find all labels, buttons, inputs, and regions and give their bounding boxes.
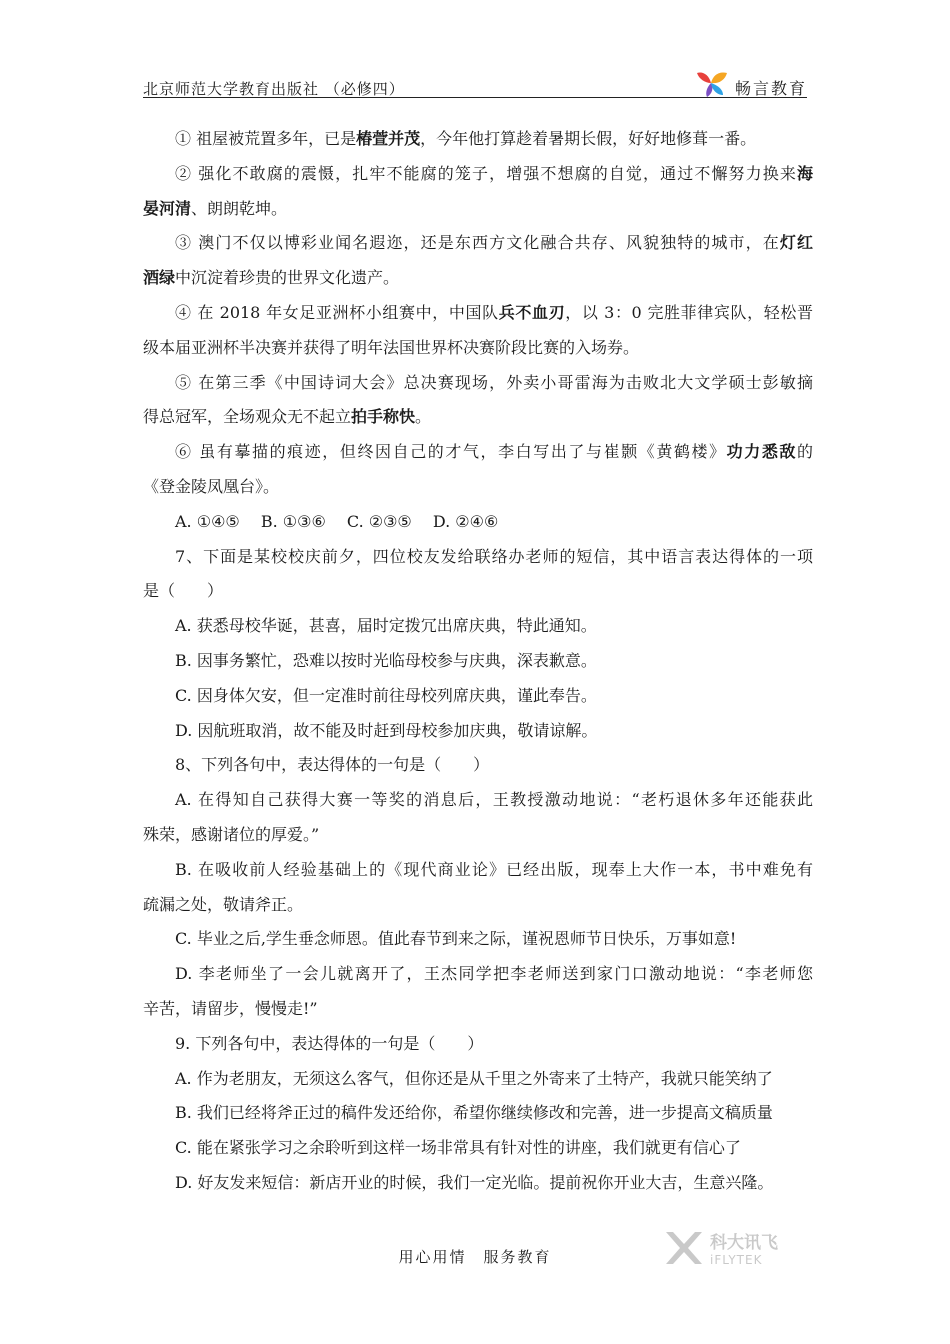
item-4-idiom: 兵不血刃 xyxy=(498,302,566,322)
q7-option-a: A. 获悉母校华诞，甚喜，届时定拨冗出席庆典，特此通知。 xyxy=(175,616,597,636)
q9-stem: 9. 下列各句中，表达得体的一句是（ ） xyxy=(175,1033,484,1053)
item-2-line-1 xyxy=(143,157,813,192)
header-divider xyxy=(143,97,807,98)
item-3-idiom-end: 酒绿 xyxy=(143,268,176,288)
item-3-idiom-start: 灯红 xyxy=(779,233,813,253)
q9-option-a: A. 作为老朋友，无须这么客气，但你还是从千里之外寄来了土特产，我就只能笑纳了 xyxy=(175,1068,773,1088)
brand-name: 畅言教育 xyxy=(734,78,807,98)
question-content xyxy=(143,122,813,1201)
item-5-line-2 xyxy=(143,400,813,435)
iflytek-logo-cn: 科大讯飞 xyxy=(710,1233,778,1253)
item-2-text-end: 、朗朗乾坤。 xyxy=(191,198,288,218)
item-4-line-2: 级本届亚洲杯半决赛并获得了明年法国世界杯决赛阶段比赛的入场券。 xyxy=(143,337,640,357)
q8-option-d-line-2: 辛苦，请留步，慢慢走!” xyxy=(143,998,318,1018)
item-1-idiom: 椿萱并茂 xyxy=(356,129,421,148)
q7-stem-line-2: 是（ ） xyxy=(143,581,224,601)
q9-option-d: D. 好友发来短信：新店开业的时候，我们一定光临。提前祝你开业大吉，生意兴隆。 xyxy=(175,1172,774,1192)
item-5-text-end: 。 xyxy=(415,407,432,427)
iflytek-logo-en: iFLYTEK xyxy=(710,1253,763,1267)
item-3-text: ③ 澳门不仅以博彩业闻名遐迩，还是东西方文化融合共存、风貌独特的城市，在 xyxy=(175,233,780,253)
item-3-line-2 xyxy=(143,261,813,296)
item-2-text: ② 强化不敢腐的震慑，扎牢不能腐的笼子，增强不想腐的自觉，通过不懈努力换来 xyxy=(175,163,797,183)
q9-option-c: C. 能在紧张学习之余聆听到这样一场非常具有针对性的讲座，我们就更有信心了 xyxy=(175,1138,741,1158)
brand xyxy=(693,70,807,98)
q6-options: A. ①④⑤ B. ①③⑥ C. ②③⑤ D. ②④⑥ xyxy=(175,511,499,531)
item-5-idiom: 拍手称快 xyxy=(351,407,416,427)
publisher-title: 北京师范大学教育出版社 （必修四） xyxy=(143,80,405,98)
q8-option-a-line-2: 殊荣，感谢诸位的厚爱。” xyxy=(143,824,320,844)
item-1-text-end: ，今年他打算趁着暑期长假，好好地修葺一番。 xyxy=(420,129,757,148)
brand-logo-icon xyxy=(693,69,731,99)
item-2-idiom-start: 海 xyxy=(796,163,813,183)
q8-option-a-line-1: A. 在得知自己获得大赛一等奖的消息后，王教授激动地说：“老朽退休多年还能获此 xyxy=(175,790,813,810)
page-header xyxy=(143,70,807,98)
item-4-line-1 xyxy=(143,296,813,331)
item-6-line-1 xyxy=(143,435,813,470)
item-3-line-1 xyxy=(143,226,813,261)
footer-slogan: 用心用情 服务教育 xyxy=(398,1248,552,1266)
item-6-line-2: 《登金陵凤凰台》。 xyxy=(143,476,280,496)
q9-option-b: B. 我们已经将斧正过的稿件发还给你，希望你继续修改和完善，进一步提高文稿质量 xyxy=(175,1103,773,1123)
item-5-text: 得总冠军，全场观众无不起立 xyxy=(143,407,352,427)
q7-option-b: B. 因事务繁忙，恐难以按时光临母校参与庆典，深表歉意。 xyxy=(175,650,597,670)
item-6-text-mid: 的 xyxy=(796,442,813,462)
item-2-line-2 xyxy=(143,192,813,227)
q7-option-c: C. 因身体欠安，但一定准时前往母校列席庆典，谨此奉告。 xyxy=(175,685,597,705)
q8-option-c: C. 毕业之后,学生垂念师恩。值此春节到来之际，谨祝恩师节日快乐，万事如意! xyxy=(175,929,737,949)
item-3-text-end: 中沉淀着珍贵的世界文化遗产。 xyxy=(175,268,400,288)
item-6-text: ⑥ 虽有摹描的痕迹，但终因自己的才气，李白写出了与崔颢《黄鹤楼》 xyxy=(175,442,727,462)
q8-stem: 8、下列各句中，表达得体的一句是（ ） xyxy=(175,755,490,775)
item-1 xyxy=(143,122,813,157)
item-4-text: ④ 在 2018 年女足亚洲杯小组赛中，中国队 xyxy=(175,302,499,322)
q8-option-d-line-1: D. 李老师坐了一会儿就离开了，王杰同学把李老师送到家门口激动地说：“李老师您 xyxy=(175,964,813,984)
q7-stem-line-1: 7、下面是某校校庆前夕，四位校友发给联络办老师的短信，其中语言表达得体的一项 xyxy=(175,546,813,566)
item-6-idiom: 功力悉敌 xyxy=(726,442,797,462)
item-4-text-mid: ，以 3：0 完胜菲律宾队，轻松晋 xyxy=(565,302,813,322)
item-5-line-1: ⑤ 在第三季《中国诗词大会》总决赛现场，外卖小哥雷海为击败北大文学硕士彭敏摘 xyxy=(175,372,813,392)
item-1-text: ① 祖屋被荒置多年，已是 xyxy=(175,129,357,148)
q8-option-b-line-2: 疏漏之处，敬请斧正。 xyxy=(143,894,304,914)
q7-option-d: D. 因航班取消，故不能及时赶到母校参加庆典，敬请谅解。 xyxy=(175,720,598,740)
q8-option-b-line-1: B. 在吸收前人经验基础上的《现代商业论》已经出版，现奉上大作一本，书中难免有 xyxy=(175,859,813,879)
item-2-idiom-end: 晏河清 xyxy=(143,198,192,218)
